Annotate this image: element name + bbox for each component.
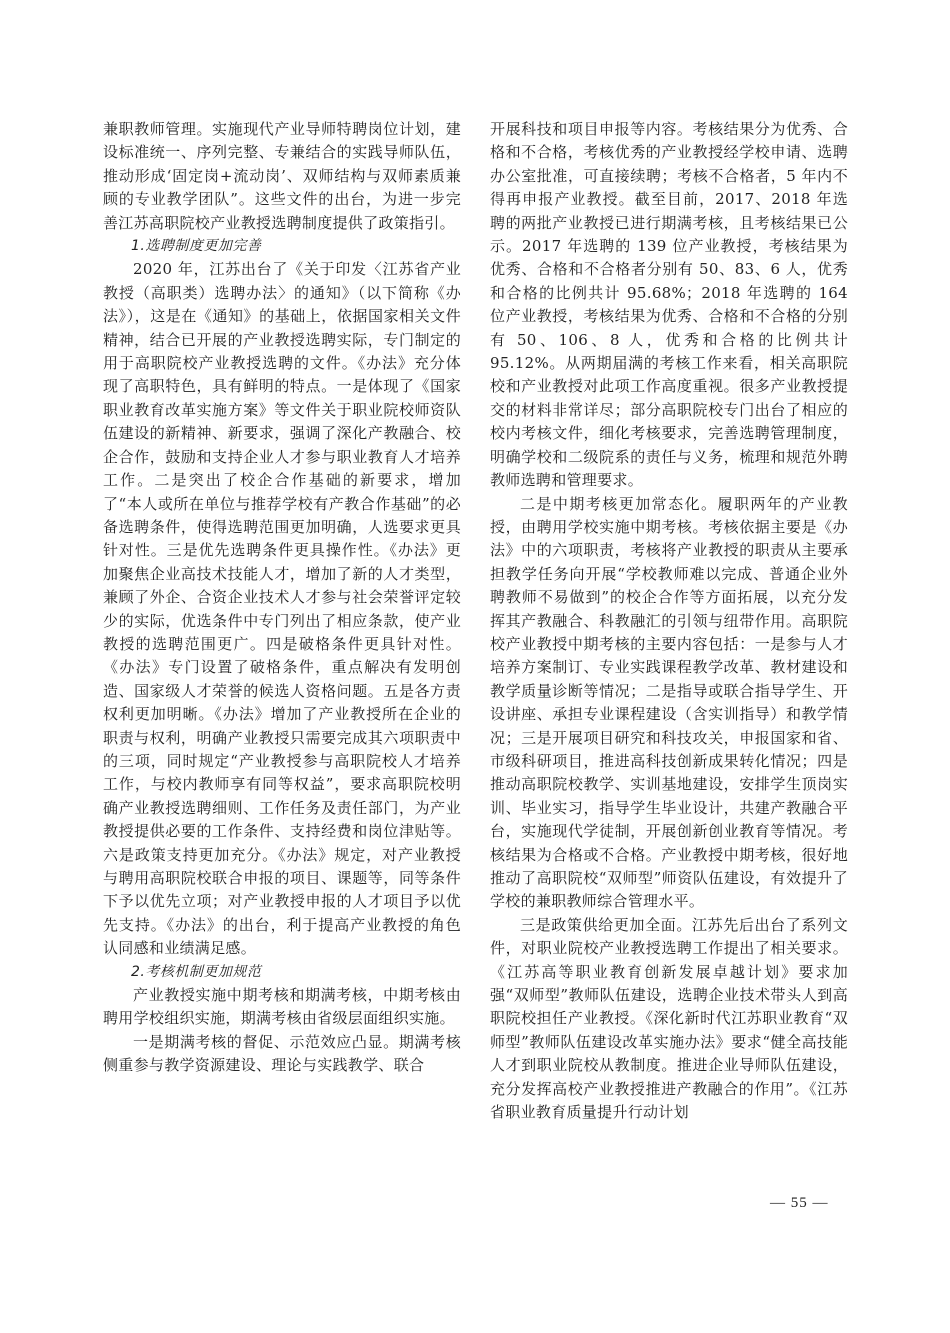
section-heading-2: 2.考核机制更加规范: [131, 963, 262, 980]
left-paragraph-3: 产业教授实施中期考核和期满考核，中期考核由聘用学校组织实施，期满考核由省级层面组织实施。: [103, 986, 461, 1028]
right-paragraph-2: 二是中期考核更加常态化。履职两年的产业教授，由聘用学校实施中期考核。考核依据主要是《办法》中的六项职责，考核将产业教授的职责从主要承担教学任务向开展“学校教师难以完成、普通企业外聘教师不易做到”的校企合作等方面拓展，以充分发挥其产教融合、科教融汇的引领与纽带作用。高职院校产业教授中期考核的主要内容包括：一是参与人才培养方案制订、专业实践课程教学改革、教材建设和教学质量诊断等情况；二是指导或联合指导学生、开设讲座、承担专业课程建设（含实训指导）和教学情况；三是开展项目研究和科技攻关，申报国家和省、市级科研项目，推进高科技创新成果转化情况；四是推动高职院校教学、实训基地建设，安排学生顶岗实训、毕业实习，指导学生毕业设计，共建产教融合平台，实施现代学徒制，开展创新创业教育等情况。考核结果为合格或不合格。产业教授中期考核，很好地推动了高职院校“双师型”师资队伍建设，有效提升了学校的兼职教师综合管理水平。: [490, 494, 848, 911]
right-column: [490, 118, 848, 1124]
right-paragraph-3: 三是政策供给更加全面。江苏先后出台了系列文件，对职业院校产业教授选聘工作提出了相关要求。《江苏高等职业教育创新发展卓越计划》要求加强“双师型”教师队伍建设，选聘企业技术带头人到高职院校担任产业教授。《深化新时代江苏职业教育“双师型”教师队伍建设改革实施办法》要求“健全高技能人才到职业院校从教制度。推进企业导师队伍建设，充分发挥高校产业教授推进产教融合的作用”。《江苏省职业教育质量提升行动计划: [490, 915, 848, 1122]
left-column: [103, 118, 461, 1078]
left-paragraph-1: 兼职教师管理。实施现代产业导师特聘岗位计划，建设标准统一、序列完整、专兼结合的实践导师队伍，推动形成‘固定岗+流动岗’、双师结构与双师素质兼顾的专业教学团队”。这些文件的出台，为进一步完善江苏高职院校产业教授选聘制度提供了政策指引。: [103, 120, 461, 232]
right-paragraph-1: 开展科技和项目申报等内容。考核结果分为优秀、合格和不合格，考核优秀的产业教授经学校申请、选聘办公室批准，可直接续聘；考核不合格者，5 年内不得再申报产业教授。截至目前，2017、2018 年选聘的两批产业教授已进行期满考核，且考核结果已公示。2017 年选聘的 139 位产业教授，考核结果为优秀、合格和不合格者分别有 50、83、6 人，优秀和合格的比例共计 95.68%；2018 年选聘的 164 位产业教授，考核结果为优秀、合格和不合格的分别有 50、106、8 人，优秀和合格的比例共计 95.12%。从两期届满的考核工作来看，相关高职院校和产业教授对此项工作高度重视。很多产业教授提交的材料非常详尽；部分高职院校专门出台了相应的校内考核文件，细化考核要求，完善选聘管理制度，明确学校和二级院系的责任与义务，梳理和规范外聘教师选聘和管理要求。: [490, 120, 848, 490]
section-heading-1: 1.选聘制度更加完善: [131, 238, 262, 255]
left-paragraph-2: 2020 年，江苏出台了《关于印发〈江苏省产业教授（高职类）选聘办法〉的通知》（以下简称《办法》），这是在《通知》的基础上，依据国家相关文件精神，结合已开展的产业教授选聘实际，专门制定的用于高职院校产业教授选聘的文件。《办法》充分体现了高职特色，具有鲜明的特点。一是体现了《国家职业教育改革实施方案》等文件关于职业院校师资队伍建设的新精神、新要求，强调了深化产教融合、校企合作，鼓励和支持企业人才参与职业教育人才培养工作。二是突出了校企合作基础的新要求，增加了“本人或所在单位与推荐学校有产教合作基础”的必备选聘条件，使得选聘范围更加明确，人选要求更具针对性。三是优先选聘条件更具操作性。《办法》更加聚焦企业高技术技能人才，增加了新的人才类型，兼顾了外企、合资企业技术人才参与社会荣誉评定较少的实际，优选条件中专门列出了相应条款，使产业教授的选聘范围更广。四是破格条件更具针对性。《办法》专门设置了破格条件，重点解决有发明创造、国家级人才荣誉的候选人资格问题。五是各方责权利更加明晰。《办法》增加了产业教授所在企业的职责与权利，明确产业教授只需要完成其六项职责中的三项，同时规定“产业教授参与高职院校人才培养工作，与校内教师享有同等权益”，要求高职院校明确产业教授选聘细则、工作任务及责任部门，为产业教授提供必要的工作条件、支持经费和岗位津贴等。六是政策支持更加充分。《办法》规定，对产业教授与聘用高职院校联合申报的项目、课题等，同等条件下予以优先立项；对产业教授申报的人才项目予以优先支持。《办法》的出台，利于提高产业教授的角色认同感和业绩满足感。: [103, 260, 461, 958]
left-paragraph-4: 一是期满考核的督促、示范效应凸显。期满考核侧重参与教学资源建设、理论与实践教学、联合: [103, 1032, 461, 1075]
page-number: — 55 —: [770, 1195, 829, 1211]
